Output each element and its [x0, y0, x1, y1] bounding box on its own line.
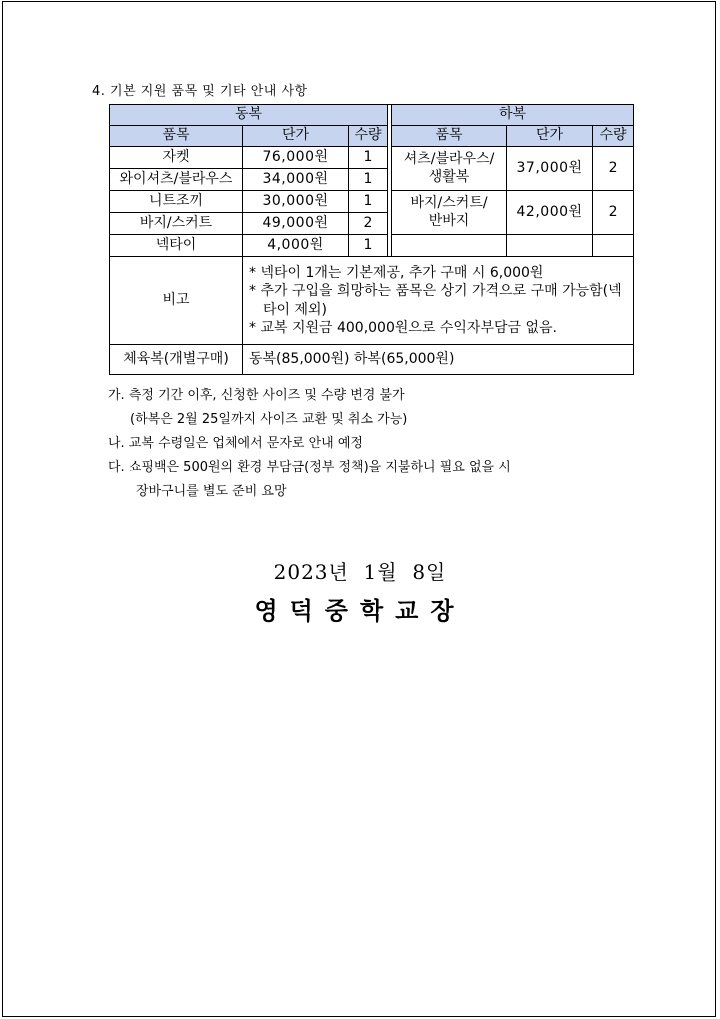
remarks-content — [243, 257, 634, 345]
pe-uniform-label: 체육복(개별구매) — [110, 345, 243, 375]
section-heading: 4. 기본 지원 품목 및 기타 안내 사항 — [92, 84, 308, 99]
winter-price: 30,000원 — [243, 191, 349, 213]
summer-header: 하복 — [392, 105, 634, 126]
supply-table — [109, 104, 634, 375]
winter-item: 넥타이 — [110, 235, 243, 257]
empty-cell — [507, 235, 593, 257]
note-na: 나. 교복 수령일은 업체에서 문자로 안내 예정 — [108, 436, 363, 451]
summer-item-line: 생활복 — [428, 168, 470, 185]
summer-price: 42,000원 — [507, 191, 593, 235]
pe-uniform-prices: 동복(85,000원) 하복(65,000원) — [243, 345, 634, 375]
winter-price: 49,000원 — [243, 213, 349, 235]
winter-col-item: 품목 — [110, 126, 243, 147]
summer-price: 37,000원 — [507, 147, 593, 191]
summer-item — [392, 191, 507, 235]
winter-qty: 1 — [349, 235, 388, 257]
empty-cell — [392, 235, 507, 257]
summer-qty: 2 — [593, 147, 634, 191]
winter-price: 34,000원 — [243, 169, 349, 191]
remark-line: * 넥타이 1개는 기본제공, 추가 구매 시 6,000원 — [249, 265, 544, 282]
note-da-sub: 장바구니를 별도 준비 요망 — [136, 484, 287, 499]
winter-col-qty: 수량 — [349, 126, 388, 147]
school-principal: 영덕중학교장 — [254, 596, 466, 625]
winter-price: 76,000원 — [243, 147, 349, 169]
winter-item: 자켓 — [110, 147, 243, 169]
note-ga: 가. 측정 기간 이후, 신청한 사이즈 및 수량 변경 불가 — [108, 388, 405, 403]
summer-item-line: 셔츠/블라우스/ — [403, 151, 495, 167]
winter-item: 바지/스커트 — [110, 213, 243, 235]
winter-qty: 1 — [349, 169, 388, 191]
document-date: 2023년 1월 8일 — [273, 560, 447, 584]
winter-qty: 1 — [349, 147, 388, 169]
winter-qty: 1 — [349, 191, 388, 213]
summer-item — [392, 147, 507, 191]
winter-item: 니트조끼 — [110, 191, 243, 213]
winter-header: 동복 — [110, 105, 388, 126]
summer-item-line: 바지/스커트/ — [410, 195, 488, 211]
summer-col-item: 품목 — [392, 126, 507, 147]
winter-qty: 2 — [349, 213, 388, 235]
summer-qty: 2 — [593, 191, 634, 235]
winter-price: 4,000원 — [243, 235, 349, 257]
summer-col-qty: 수량 — [593, 126, 634, 147]
winter-item: 와이셔츠/블라우스 — [110, 169, 243, 191]
remark-line: * 교복 지원금 400,000원으로 수익자부담금 없음. — [249, 319, 557, 336]
winter-col-price: 단가 — [243, 126, 349, 147]
summer-col-price: 단가 — [507, 126, 593, 147]
note-da: 다. 쇼핑백은 500원의 환경 부담금(정부 정책)을 지불하니 필요 없을 시 — [108, 460, 511, 475]
note-ga-sub: (하복은 2월 25일까지 사이즈 교환 및 취소 가능) — [130, 412, 408, 427]
remarks-label: 비고 — [110, 257, 243, 345]
remark-line: * 추가 구입을 희망하는 품목은 상기 가격으로 구매 가능함(넥타이 제외) — [249, 283, 622, 318]
empty-cell — [593, 235, 634, 257]
notes-list — [108, 384, 511, 504]
summer-item-line: 반바지 — [428, 212, 470, 229]
